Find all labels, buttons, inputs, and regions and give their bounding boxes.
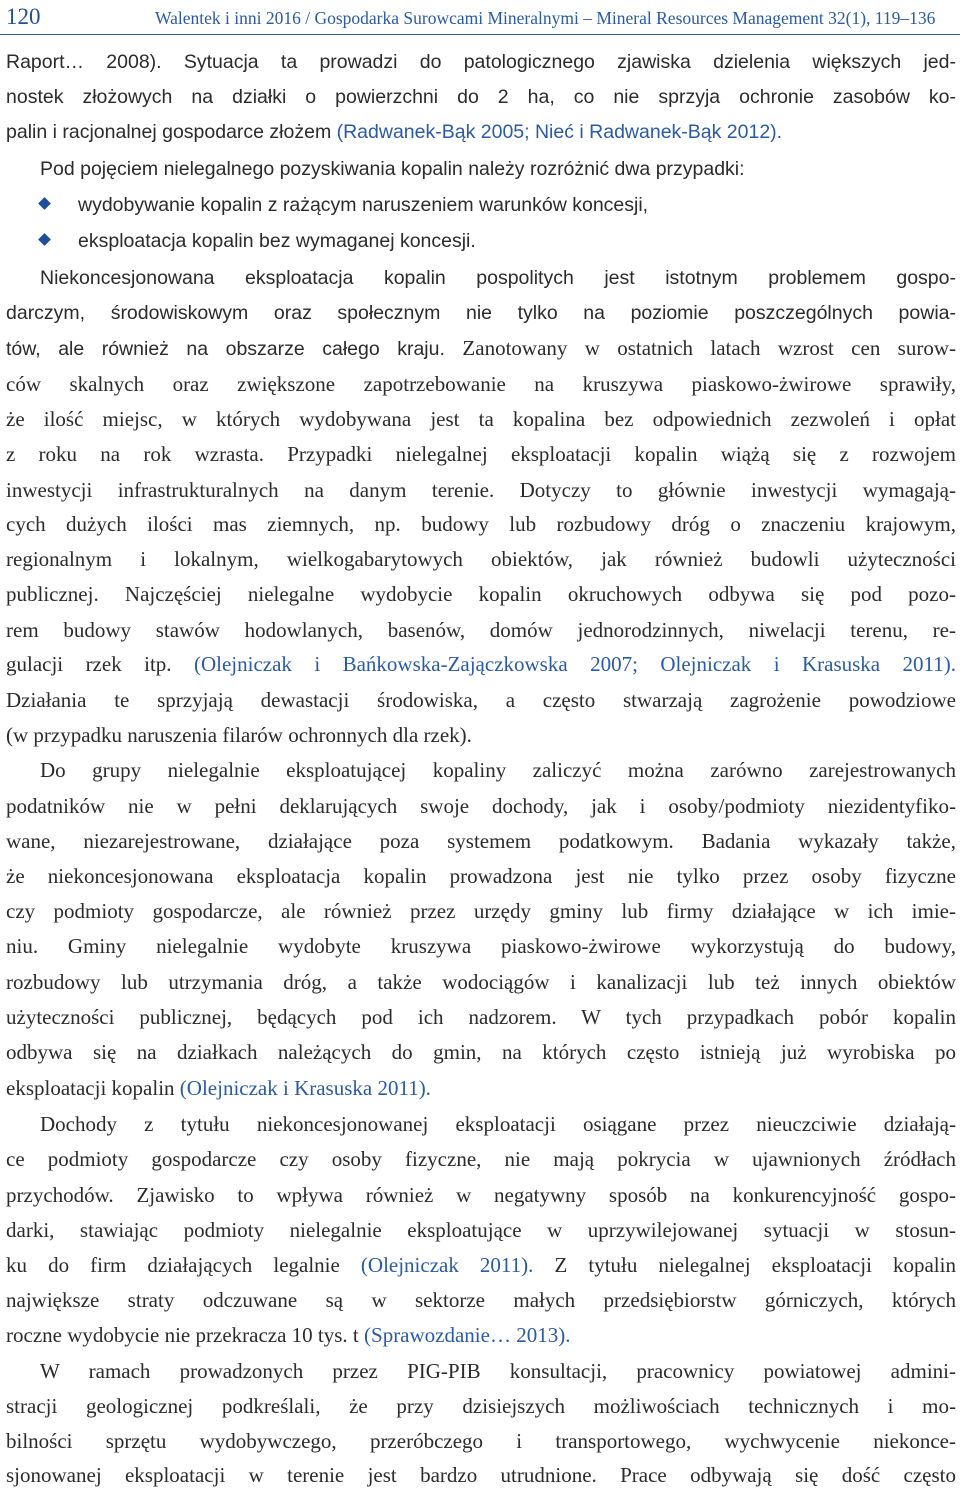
- text-span: odbywa się na działkach należących do gmin, na których często istnieją już wyrobiska po: [6, 1040, 956, 1064]
- text-span: nostek złożowych na działki o powierzchni do 2 ha, co nie sprzyja ochronie zasobów ko-: [6, 86, 956, 108]
- text-line: [6, 791, 956, 821]
- text-span: z roku na rok wzrasta. Przypadki nielegalnej eksploatacji kopalin wiążą się z rozwojem: [6, 442, 956, 466]
- text-line: [6, 333, 956, 363]
- citation: (Olejniczak i Krasuska 2011).: [179, 1076, 431, 1100]
- running-header: [0, 0, 960, 35]
- text-span: podatników nie w pełni deklarujących swoje dochody, jak i osoby/podmioty niezidentyfiko-: [6, 794, 956, 818]
- text-line: [6, 720, 956, 750]
- text-span: że ilość miejsc, w których wydobywana jest ta kopalina bez odpowiednich zezwoleń i opłat: [6, 407, 956, 431]
- text-span: rem budowy stawów hodowlanych, basenów, domów jednorodzinnych, niwelacji terenu, re-: [6, 618, 956, 642]
- citation: (Olejniczak 2011).: [360, 1253, 534, 1277]
- text-span: że niekoncesjonowana eksploatacja kopalin prowadzona jest nie tylko przez osoby fizyczne: [6, 864, 956, 888]
- text-span: roczne wydobycie nie przekracza 10 tys. t: [6, 1323, 365, 1347]
- text-line: [6, 1037, 956, 1067]
- text-line: [6, 475, 956, 505]
- text-line: [6, 615, 956, 645]
- text-line: [6, 1460, 956, 1490]
- text-span: rozbudowy lub utrzymania dróg, a także wodociągów i kanalizacji lub też innych obiektów: [6, 970, 956, 994]
- text-line: [6, 297, 956, 327]
- text-span: bilności sprzętu wydobywczego, przeróbczego i transportowego, wychwycenie niekonce-: [6, 1429, 956, 1453]
- text-line: [6, 755, 956, 785]
- text-line: [6, 1391, 956, 1421]
- text-span: czy podmioty gospodarcze, ale również przez urzędy gminy lub firmy działające w ich imie-: [6, 899, 956, 923]
- text-span: ku do firm działających legalnie: [6, 1253, 361, 1277]
- bullet-item: [6, 225, 956, 255]
- text-span: Do grupy nielegalnie eksploatującej kopaliny zaliczyć można zarówno zarejestrowanych: [40, 758, 956, 782]
- text-line: [6, 544, 956, 574]
- text-span: darki, stawiając podmioty nielegalnie eksploatujące w uprzywilejowanej sytuacji w stosun-: [6, 1218, 956, 1242]
- text-line: [6, 153, 956, 183]
- text-span: (w przypadku naruszenia filarów ochronnych dla rzek).: [6, 723, 472, 747]
- text-line: [6, 1180, 956, 1210]
- diamond-bullet-icon: [38, 233, 51, 246]
- text-span: Niekoncesjonowana eksploatacja kopalin pospolitych jest istotnym problemem gospo-: [40, 267, 956, 289]
- citation: (Sprawozdanie… 2013).: [364, 1323, 571, 1347]
- text-line: [6, 967, 956, 997]
- text-span: eksploatacja kopalin bez wymaganej koncesji.: [78, 230, 476, 252]
- text-line: [6, 262, 956, 292]
- text-span: ce podmioty gospodarcze czy osoby fizyczne, nie mają pokrycia w ujawnionych źródłach: [6, 1147, 956, 1171]
- text-line: [6, 826, 956, 856]
- text-line: [6, 685, 956, 715]
- text-span: Działania te sprzyjają dewastacji środowiska, a często stwarzają zagrożenie powodziowe: [6, 688, 956, 712]
- text-span: ców skalnych oraz zwiększone zapotrzebowanie na kruszywa piaskowo-żwirowe sprawiły,: [6, 372, 956, 396]
- text-span: użyteczności publicznej, będących pod ich nadzorem. W tych przypadkach pobór kopalin: [6, 1005, 956, 1029]
- text-line: [6, 404, 956, 434]
- text-line: [6, 861, 956, 891]
- text-span: tów, ale również na obszarze całego kraju.: [6, 338, 463, 360]
- text-span: inwestycji infrastrukturalnych na danym terenie. Dotyczy to głównie inwestycji wymagają-: [6, 478, 956, 502]
- text-span: gulacji rzek itp.: [6, 652, 194, 676]
- text-span: Dochody z tytułu niekoncesjonowanej eksploatacji osiągane przez nieuczciwie działają-: [40, 1112, 956, 1136]
- text-span: największe straty odczuwane są w sektorze małych przedsiębiorstw górniczych, których: [6, 1288, 956, 1312]
- running-head: Walentek i inni 2016 / Gospodarka Surowcami Mineralnymi – Mineral Resources Management 32(1), 119–136: [155, 8, 936, 28]
- text-span: palin i racjonalnej gospodarce złożem: [6, 121, 337, 143]
- text-line: [6, 1250, 956, 1280]
- text-line: [6, 1285, 956, 1315]
- text-line: [6, 579, 956, 609]
- text-span: regionalnym i lokalnym, wielkogabarytowych obiektów, jak również budowli użyteczności: [6, 547, 956, 571]
- text-line: [6, 1002, 956, 1032]
- text-line: [6, 509, 956, 539]
- text-line: [6, 1073, 956, 1103]
- citation: (Radwanek-Bąk 2005; Nieć i Radwanek-Bąk 2012).: [336, 121, 783, 143]
- text-span: sjonowanej eksploatacji w terenie jest bardzo utrudnione. Prace odbywają się dość często: [6, 1463, 956, 1487]
- citation: (Olejniczak i Bańkowska-Zajączkowska 2007; Olejniczak i Krasuska 2011).: [193, 652, 957, 676]
- text-span: Z tytułu nielegalnej eksploatacji kopalin: [533, 1253, 956, 1277]
- page-number: 120: [6, 4, 41, 29]
- bullet-item: [6, 189, 956, 219]
- text-span: eksploatacji kopalin: [6, 1076, 180, 1100]
- text-line: [6, 369, 956, 399]
- text-span: W ramach prowadzonych przez PIG-PIB konsultacji, pracownicy powiatowej admini-: [40, 1359, 956, 1383]
- text-span: niu. Gminy nielegalnie wydobyte kruszywa piaskowo-żwirowe wykorzystują do budowy,: [6, 934, 956, 958]
- text-line: [6, 931, 956, 961]
- text-line: [6, 649, 956, 679]
- text-span: Pod pojęciem nielegalnego pozyskiwania kopalin należy rozróżnić dwa przypadki:: [40, 158, 745, 180]
- text-line: [6, 1426, 956, 1456]
- text-line: [6, 1144, 956, 1174]
- text-span: darczym, środowiskowym oraz społecznym nie tylko na poziomie poszczególnych powia-: [6, 302, 956, 324]
- text-line: [6, 81, 956, 111]
- text-line: [6, 1109, 956, 1139]
- text-span: przychodów. Zjawisko to wpływa również w negatywny sposób na konkurencyjność gospo-: [6, 1183, 956, 1207]
- text-span: Raport… 2008). Sytuacja ta prowadzi do patologicznego zjawiska dzielenia większych jed-: [6, 51, 956, 73]
- text-span: stracji geologicznej podkreślali, że przy dzisiejszych możliwościach technicznych i mo-: [6, 1394, 956, 1418]
- text-span: cych dużych ilości mas ziemnych, np. budowy lub rozbudowy dróg o znaczeniu krajowym,: [6, 512, 956, 536]
- text-span: Zanotowany w ostatnich latach wzrost cen surow-: [462, 336, 956, 360]
- text-line: [6, 46, 956, 76]
- diamond-bullet-icon: [38, 197, 51, 210]
- text-line: [6, 439, 956, 469]
- text-span: publicznej. Najczęściej nielegalne wydobycie kopalin okruchowych odbywa się pod pozo-: [6, 582, 956, 606]
- text-line: [6, 1356, 956, 1386]
- text-line: [6, 116, 956, 146]
- text-line: [6, 896, 956, 926]
- text-line: [6, 1320, 956, 1350]
- text-span: wane, niezarejestrowane, działające poza systemem podatkowym. Badania wykazały także,: [6, 829, 956, 853]
- text-span: wydobywanie kopalin z rażącym naruszeniem warunków koncesji,: [78, 194, 649, 216]
- text-line: [6, 1215, 956, 1245]
